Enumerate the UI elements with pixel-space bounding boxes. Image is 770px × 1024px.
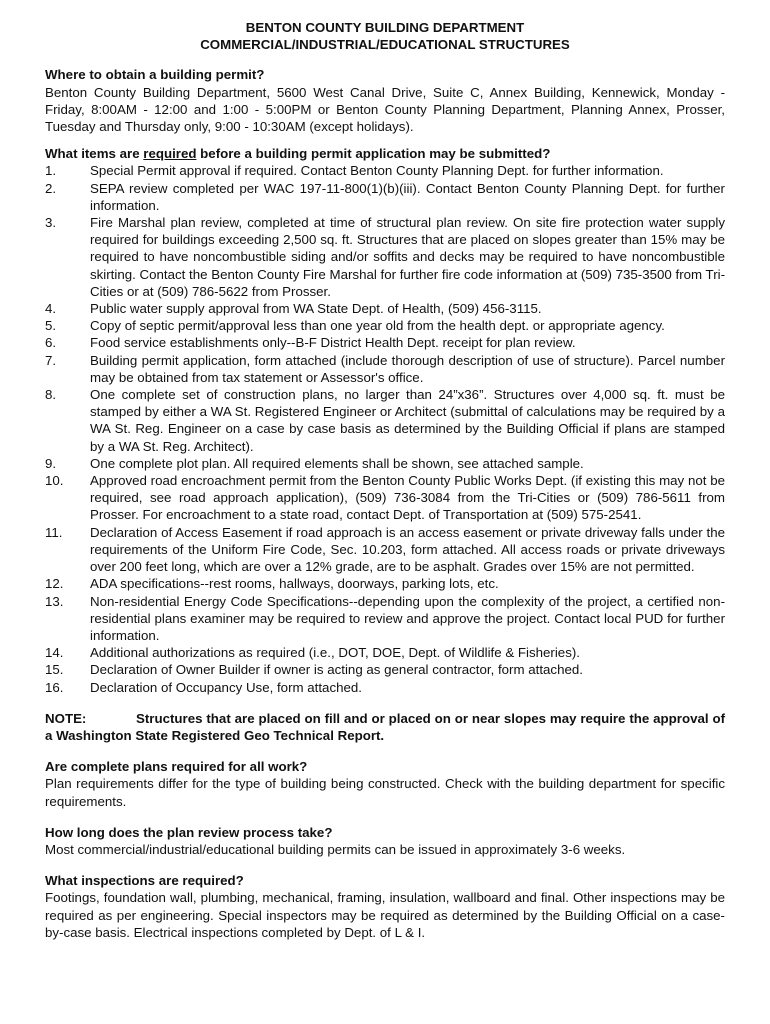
section-body: Most commercial/industrial/educational building permits can be issued in approximately 3-6 weeks. (45, 841, 626, 857)
heading-emphasis: required (143, 146, 197, 162)
list-item (45, 352, 725, 386)
list-item (45, 334, 725, 351)
list-item-number: 13. (45, 593, 64, 609)
section-complete-plans (45, 758, 725, 810)
list-item (45, 214, 725, 300)
section-heading: What inspections are required? (45, 873, 244, 889)
list-item-number: 12. (45, 576, 64, 592)
list-item-number: 14. (45, 645, 64, 661)
list-item-text: Fire Marshal plan review, completed at time of structural plan review. On site fire protection water supply required for buildings exceeding 2,500 sq. ft. Structures that are placed on slopes greater than 15% may be required to have noncombustible siding and/or soffits and decks may be required to have noncombustible skirting. Contact the Benton County Fire Marshal for further fire code information at (509) 735-3500 from Tri-Cities or at (509) 786-5622 from Prosser. (90, 215, 725, 299)
section-body: Footings, foundation wall, plumbing, mechanical, framing, insulation, wallboard and final. Other inspections may be required as per engineering. Special inspectors may be required as determined by the Building Official on a case-by-case basis. Electrical inspections completed by Dept. of L & I. (45, 890, 725, 940)
list-item (45, 661, 725, 678)
section-review-time (45, 824, 725, 858)
section-heading: How long does the plan review process take? (45, 824, 333, 840)
heading-text: before a building permit application may be submitted? (196, 146, 551, 162)
list-item-number: 4. (45, 301, 57, 317)
list-item (45, 455, 725, 472)
heading-text: What items are (45, 146, 144, 162)
section-heading (45, 145, 725, 162)
document-title (45, 19, 725, 53)
list-item-text: Declaration of Owner Builder if owner is acting as general contractor, form attached. (90, 662, 583, 678)
list-item-number: 8. (45, 387, 57, 403)
section-inspections (45, 872, 725, 941)
section-heading: Where to obtain a building permit? (45, 67, 265, 83)
section-body: Benton County Building Department, 5600 West Canal Drive, Suite C, Annex Building, Kennewick, Monday - Friday, 8:00AM - 12:00 and 1:00 - 5:00PM or Benton County Planning Department, Planning Annex, Prosser, Tuesday and Thursday only, 9:00 - 10:30AM (except holidays). (45, 84, 725, 135)
title-line-1: BENTON COUNTY BUILDING DEPARTMENT (245, 20, 525, 35)
title-line-2: COMMERCIAL/INDUSTRIAL/EDUCATIONAL STRUCTURES (200, 37, 570, 53)
list-item-text: Additional authorizations as required (i.e., DOT, DOE, Dept. of Wildlife & Fisheries). (90, 645, 580, 661)
list-item (45, 472, 725, 524)
list-item-text: Food service establishments only--B-F District Health Dept. receipt for plan review. (90, 335, 576, 351)
list-item-number: 11. (45, 524, 63, 540)
list-item-text: Special Permit approval if required. Contact Benton County Planning Dept. for further information. (90, 163, 664, 179)
list-item-text: Copy of septic permit/approval less than one year old from the health dept. or appropriate agency. (90, 318, 665, 334)
list-item-number: 2. (45, 180, 57, 196)
list-item-text: Declaration of Occupancy Use, form attached. (90, 679, 362, 695)
list-item-number: 10. (45, 473, 64, 489)
list-item-number: 1. (45, 163, 57, 179)
list-item-text: SEPA review completed per WAC 197-11-800(1)(b)(iii). Contact Benton County Planning Dept. for further information. (90, 180, 725, 213)
section-body: Plan requirements differ for the type of building being constructed. Check with the building department for specific requirements. (45, 776, 725, 809)
list-item-text: Declaration of Access Easement if road approach is an access easement or private driveway falls under the requirements of the Uniform Fire Code, Sec. 10.203, form attached. All access roads or private driveways over 200 feet long, which are over a 12% grade, are to be asphalt. Grades over 15% are not permitted. (90, 524, 725, 575)
list-item-text: One complete set of construction plans, no larger than 24”x36”. Structures over 4,000 sq. ft. must be stamped by either a WA St. Registered Engineer or Architect (submittal of calculations may be required by a WA St. Reg. Engineer on a case by case basis as determined by the Building Official if plans are stamped by a WA St. Reg. Architect). (90, 387, 725, 454)
list-item-text: Approved road encroachment permit from the Benton County Public Works Dept. (if existing this may not be required, see road approach application), (509) 736-3084 from the Tri-Cities or (509) 786-5611 from Prosser. For encroachment to a state road, contact Dept. of Transportation at (509) 575-2541. (90, 473, 725, 523)
list-item-number: 6. (45, 335, 57, 351)
required-items-list (45, 162, 725, 695)
list-item-text: Public water supply approval from WA State Dept. of Health, (509) 456-3115. (90, 301, 542, 317)
note-text: Structures that are placed on fill and or placed on or near slopes may require the approval of a Washington State Registered Geo Technical Report. (45, 710, 725, 743)
list-item-text: One complete plot plan. All required elements shall be shown, see attached sample. (90, 455, 584, 471)
list-item (45, 644, 725, 661)
list-item (45, 162, 725, 179)
list-item-text: Building permit application, form attached (include thorough description of use of structure). Parcel number may be obtained from tax statement or Assessor's office. (90, 352, 725, 385)
list-item-number: 5. (45, 318, 57, 334)
list-item-text: ADA specifications--rest rooms, hallways, doorways, parking lots, etc. (90, 576, 499, 592)
list-item (45, 317, 725, 334)
note-block (45, 710, 725, 744)
list-item-text: Non-residential Energy Code Specifications--depending upon the complexity of the project, a certified non-residential plans examiner may be required to review and approve the project. Contact local PUD for further information. (90, 593, 725, 643)
list-item (45, 386, 725, 455)
list-item-number: 16. (45, 679, 64, 695)
note-label: NOTE: (45, 710, 87, 726)
section-required-items (45, 145, 725, 696)
list-item-number: 7. (45, 352, 57, 368)
section-obtain-permit (45, 66, 725, 135)
list-item (45, 300, 725, 317)
list-item (45, 524, 725, 576)
list-item-number: 9. (45, 455, 57, 471)
list-item (45, 679, 725, 696)
list-item (45, 593, 725, 645)
section-heading: Are complete plans required for all work? (45, 759, 308, 775)
list-item-number: 15. (45, 662, 64, 678)
list-item-number: 3. (45, 215, 57, 231)
list-item (45, 180, 725, 214)
list-item (45, 575, 725, 592)
